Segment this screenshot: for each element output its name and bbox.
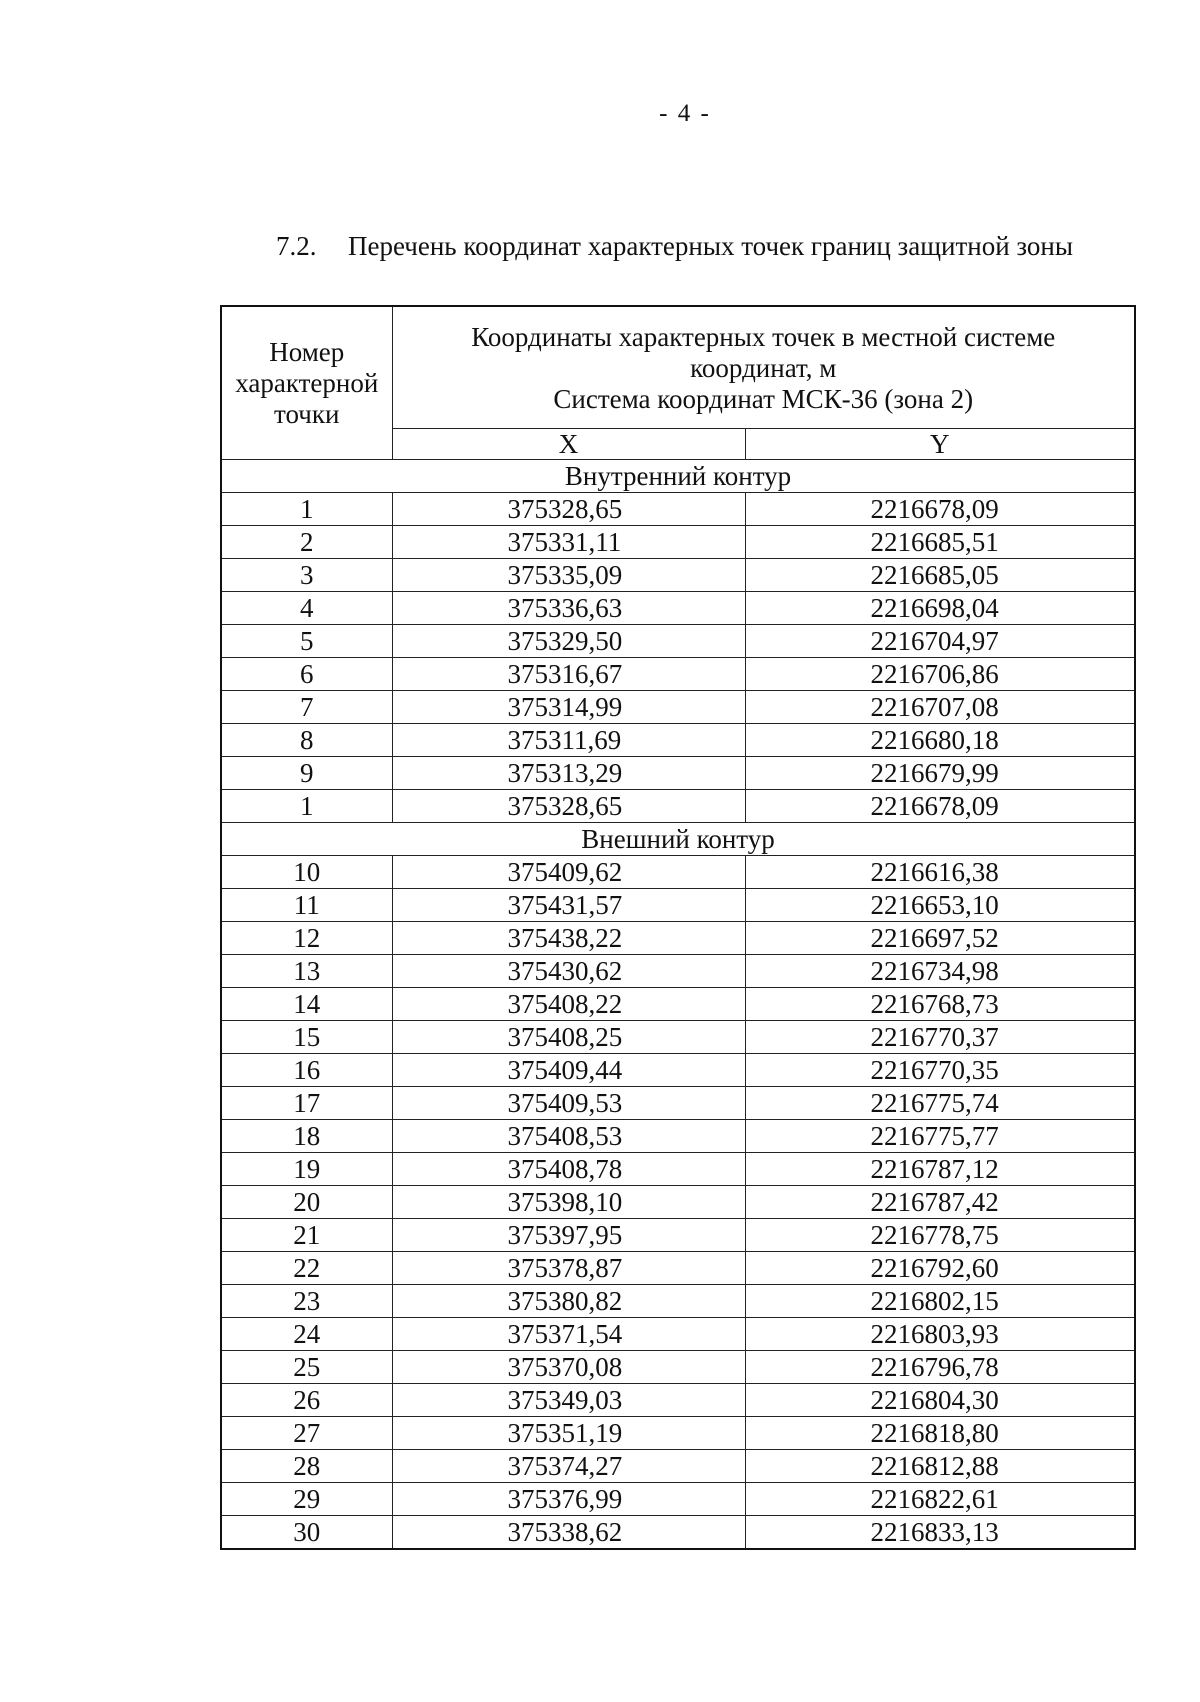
header-point-number-line: Номер	[269, 336, 345, 367]
point-number-cell: 23	[221, 1285, 392, 1318]
y-coordinate-cell: 2216685,05	[745, 559, 1135, 592]
x-coordinate-cell: 375311,69	[392, 724, 745, 757]
y-coordinate-cell: 2216679,99	[745, 757, 1135, 790]
section-row	[221, 823, 1135, 856]
x-coordinate-cell: 375408,25	[392, 1021, 745, 1054]
table-row	[221, 889, 1135, 922]
point-number-cell: 3	[221, 559, 392, 592]
x-coordinate-cell: 375409,62	[392, 856, 745, 889]
point-number-cell: 19	[221, 1153, 392, 1186]
point-number-cell: 13	[221, 955, 392, 988]
x-coordinate-cell: 375378,87	[392, 1252, 745, 1285]
point-number-cell: 21	[221, 1219, 392, 1252]
x-coordinate-cell: 375329,50	[392, 625, 745, 658]
y-coordinate-cell: 2216697,52	[745, 922, 1135, 955]
y-coordinate-cell: 2216833,13	[745, 1516, 1135, 1550]
x-coordinate-cell: 375349,03	[392, 1384, 745, 1417]
point-number-cell: 22	[221, 1252, 392, 1285]
table-row	[221, 1450, 1135, 1483]
table-row	[221, 1252, 1135, 1285]
x-coordinate-cell: 375408,22	[392, 988, 745, 1021]
point-number-cell: 26	[221, 1384, 392, 1417]
y-coordinate-cell: 2216802,15	[745, 1285, 1135, 1318]
y-coordinate-cell: 2216803,93	[745, 1318, 1135, 1351]
x-coordinate-cell: 375408,53	[392, 1120, 745, 1153]
table-row	[221, 922, 1135, 955]
header-coordinates-line: Система координат МСК-36 (зона 2)	[553, 384, 974, 414]
table-row	[221, 1417, 1135, 1450]
point-number-cell: 27	[221, 1417, 392, 1450]
point-number-cell: 12	[221, 922, 392, 955]
table-row	[221, 790, 1135, 823]
point-number-cell: 2	[221, 526, 392, 559]
header-coordinates-line: Координаты характерных точек в местной системе	[471, 322, 1056, 352]
point-number-cell: 29	[221, 1483, 392, 1516]
section-title-text: Перечень координат характерных точек границ защитной зоны	[348, 231, 1073, 261]
x-coordinate-cell: 375431,57	[392, 889, 745, 922]
table-row	[221, 658, 1135, 691]
y-coordinate-cell: 2216775,77	[745, 1120, 1135, 1153]
point-number-cell: 15	[221, 1021, 392, 1054]
column-y-header: Y	[745, 429, 1135, 460]
y-coordinate-cell: 2216680,18	[745, 724, 1135, 757]
column-x-header: X	[392, 429, 745, 460]
point-number-cell: 8	[221, 724, 392, 757]
y-coordinate-cell: 2216707,08	[745, 691, 1135, 724]
table-row	[221, 856, 1135, 889]
point-number-cell: 24	[221, 1318, 392, 1351]
table-row	[221, 559, 1135, 592]
table-row	[221, 1318, 1135, 1351]
y-coordinate-cell: 2216685,51	[745, 526, 1135, 559]
y-coordinate-cell: 2216698,04	[745, 592, 1135, 625]
table-row	[221, 691, 1135, 724]
table-row	[221, 1186, 1135, 1219]
table-row	[221, 493, 1135, 526]
y-coordinate-cell: 2216775,74	[745, 1087, 1135, 1120]
point-number-cell: 18	[221, 1120, 392, 1153]
x-coordinate-cell: 375380,82	[392, 1285, 745, 1318]
point-number-cell: 10	[221, 856, 392, 889]
table-row	[221, 1120, 1135, 1153]
y-coordinate-cell: 2216787,42	[745, 1186, 1135, 1219]
x-coordinate-cell: 375314,99	[392, 691, 745, 724]
x-coordinate-cell: 375397,95	[392, 1219, 745, 1252]
point-number-cell: 6	[221, 658, 392, 691]
table-row	[221, 1285, 1135, 1318]
y-coordinate-cell: 2216706,86	[745, 658, 1135, 691]
header-point-number-line: характерной	[235, 367, 379, 398]
x-coordinate-cell: 375408,78	[392, 1153, 745, 1186]
table-header-row	[221, 306, 1135, 429]
y-coordinate-cell: 2216778,75	[745, 1219, 1135, 1252]
y-coordinate-cell: 2216804,30	[745, 1384, 1135, 1417]
table-row	[221, 955, 1135, 988]
x-coordinate-cell: 375371,54	[392, 1318, 745, 1351]
point-number-cell: 1	[221, 493, 392, 526]
section-title	[276, 231, 1073, 262]
x-coordinate-cell: 375409,53	[392, 1087, 745, 1120]
x-coordinate-cell: 375328,65	[392, 493, 745, 526]
x-coordinate-cell: 375376,99	[392, 1483, 745, 1516]
table-row	[221, 1351, 1135, 1384]
x-coordinate-cell: 375328,65	[392, 790, 745, 823]
y-coordinate-cell: 2216734,98	[745, 955, 1135, 988]
table-row	[221, 1219, 1135, 1252]
section-number: 7.2.	[276, 231, 317, 261]
y-coordinate-cell: 2216678,09	[745, 493, 1135, 526]
table-row	[221, 1483, 1135, 1516]
table-row	[221, 526, 1135, 559]
x-coordinate-cell: 375438,22	[392, 922, 745, 955]
coordinates-table	[220, 305, 1136, 1550]
x-coordinate-cell: 375374,27	[392, 1450, 745, 1483]
header-coordinates	[392, 306, 1135, 429]
y-coordinate-cell: 2216770,35	[745, 1054, 1135, 1087]
point-number-cell: 28	[221, 1450, 392, 1483]
y-coordinate-cell: 2216822,61	[745, 1483, 1135, 1516]
x-coordinate-cell: 375338,62	[392, 1516, 745, 1550]
table-row	[221, 592, 1135, 625]
point-number-cell: 11	[221, 889, 392, 922]
x-coordinate-cell: 375335,09	[392, 559, 745, 592]
point-number-cell: 1	[221, 790, 392, 823]
table-row	[221, 757, 1135, 790]
point-number-cell: 30	[221, 1516, 392, 1550]
table-row	[221, 1087, 1135, 1120]
x-coordinate-cell: 375316,67	[392, 658, 745, 691]
x-coordinate-cell: 375351,19	[392, 1417, 745, 1450]
header-point-number	[221, 306, 392, 460]
table-row	[221, 1021, 1135, 1054]
y-coordinate-cell: 2216704,97	[745, 625, 1135, 658]
x-coordinate-cell: 375336,63	[392, 592, 745, 625]
header-coordinates-line: координат, м	[690, 353, 837, 383]
table-row	[221, 988, 1135, 1021]
point-number-cell: 17	[221, 1087, 392, 1120]
y-coordinate-cell: 2216818,80	[745, 1417, 1135, 1450]
section-label: Внутренний контур	[221, 460, 1135, 493]
y-coordinate-cell: 2216787,12	[745, 1153, 1135, 1186]
section-label: Внешний контур	[221, 823, 1135, 856]
x-coordinate-cell: 375430,62	[392, 955, 745, 988]
point-number-cell: 4	[221, 592, 392, 625]
point-number-cell: 5	[221, 625, 392, 658]
x-coordinate-cell: 375331,11	[392, 526, 745, 559]
table-row	[221, 625, 1135, 658]
header-point-number-line: точки	[274, 398, 340, 429]
table-row	[221, 1153, 1135, 1186]
y-coordinate-cell: 2216616,38	[745, 856, 1135, 889]
y-coordinate-cell: 2216796,78	[745, 1351, 1135, 1384]
point-number-cell: 7	[221, 691, 392, 724]
y-coordinate-cell: 2216812,88	[745, 1450, 1135, 1483]
table-row	[221, 1384, 1135, 1417]
y-coordinate-cell: 2216678,09	[745, 790, 1135, 823]
table-row	[221, 1516, 1135, 1550]
y-coordinate-cell: 2216770,37	[745, 1021, 1135, 1054]
x-coordinate-cell: 375398,10	[392, 1186, 745, 1219]
x-coordinate-cell: 375370,08	[392, 1351, 745, 1384]
x-coordinate-cell: 375409,44	[392, 1054, 745, 1087]
y-coordinate-cell: 2216768,73	[745, 988, 1135, 1021]
point-number-cell: 16	[221, 1054, 392, 1087]
y-coordinate-cell: 2216653,10	[745, 889, 1135, 922]
x-coordinate-cell: 375313,29	[392, 757, 745, 790]
section-row	[221, 460, 1135, 493]
page-number: - 4 -	[659, 100, 711, 127]
point-number-cell: 25	[221, 1351, 392, 1384]
table-row	[221, 1054, 1135, 1087]
table-row	[221, 724, 1135, 757]
point-number-cell: 20	[221, 1186, 392, 1219]
point-number-cell: 14	[221, 988, 392, 1021]
y-coordinate-cell: 2216792,60	[745, 1252, 1135, 1285]
point-number-cell: 9	[221, 757, 392, 790]
